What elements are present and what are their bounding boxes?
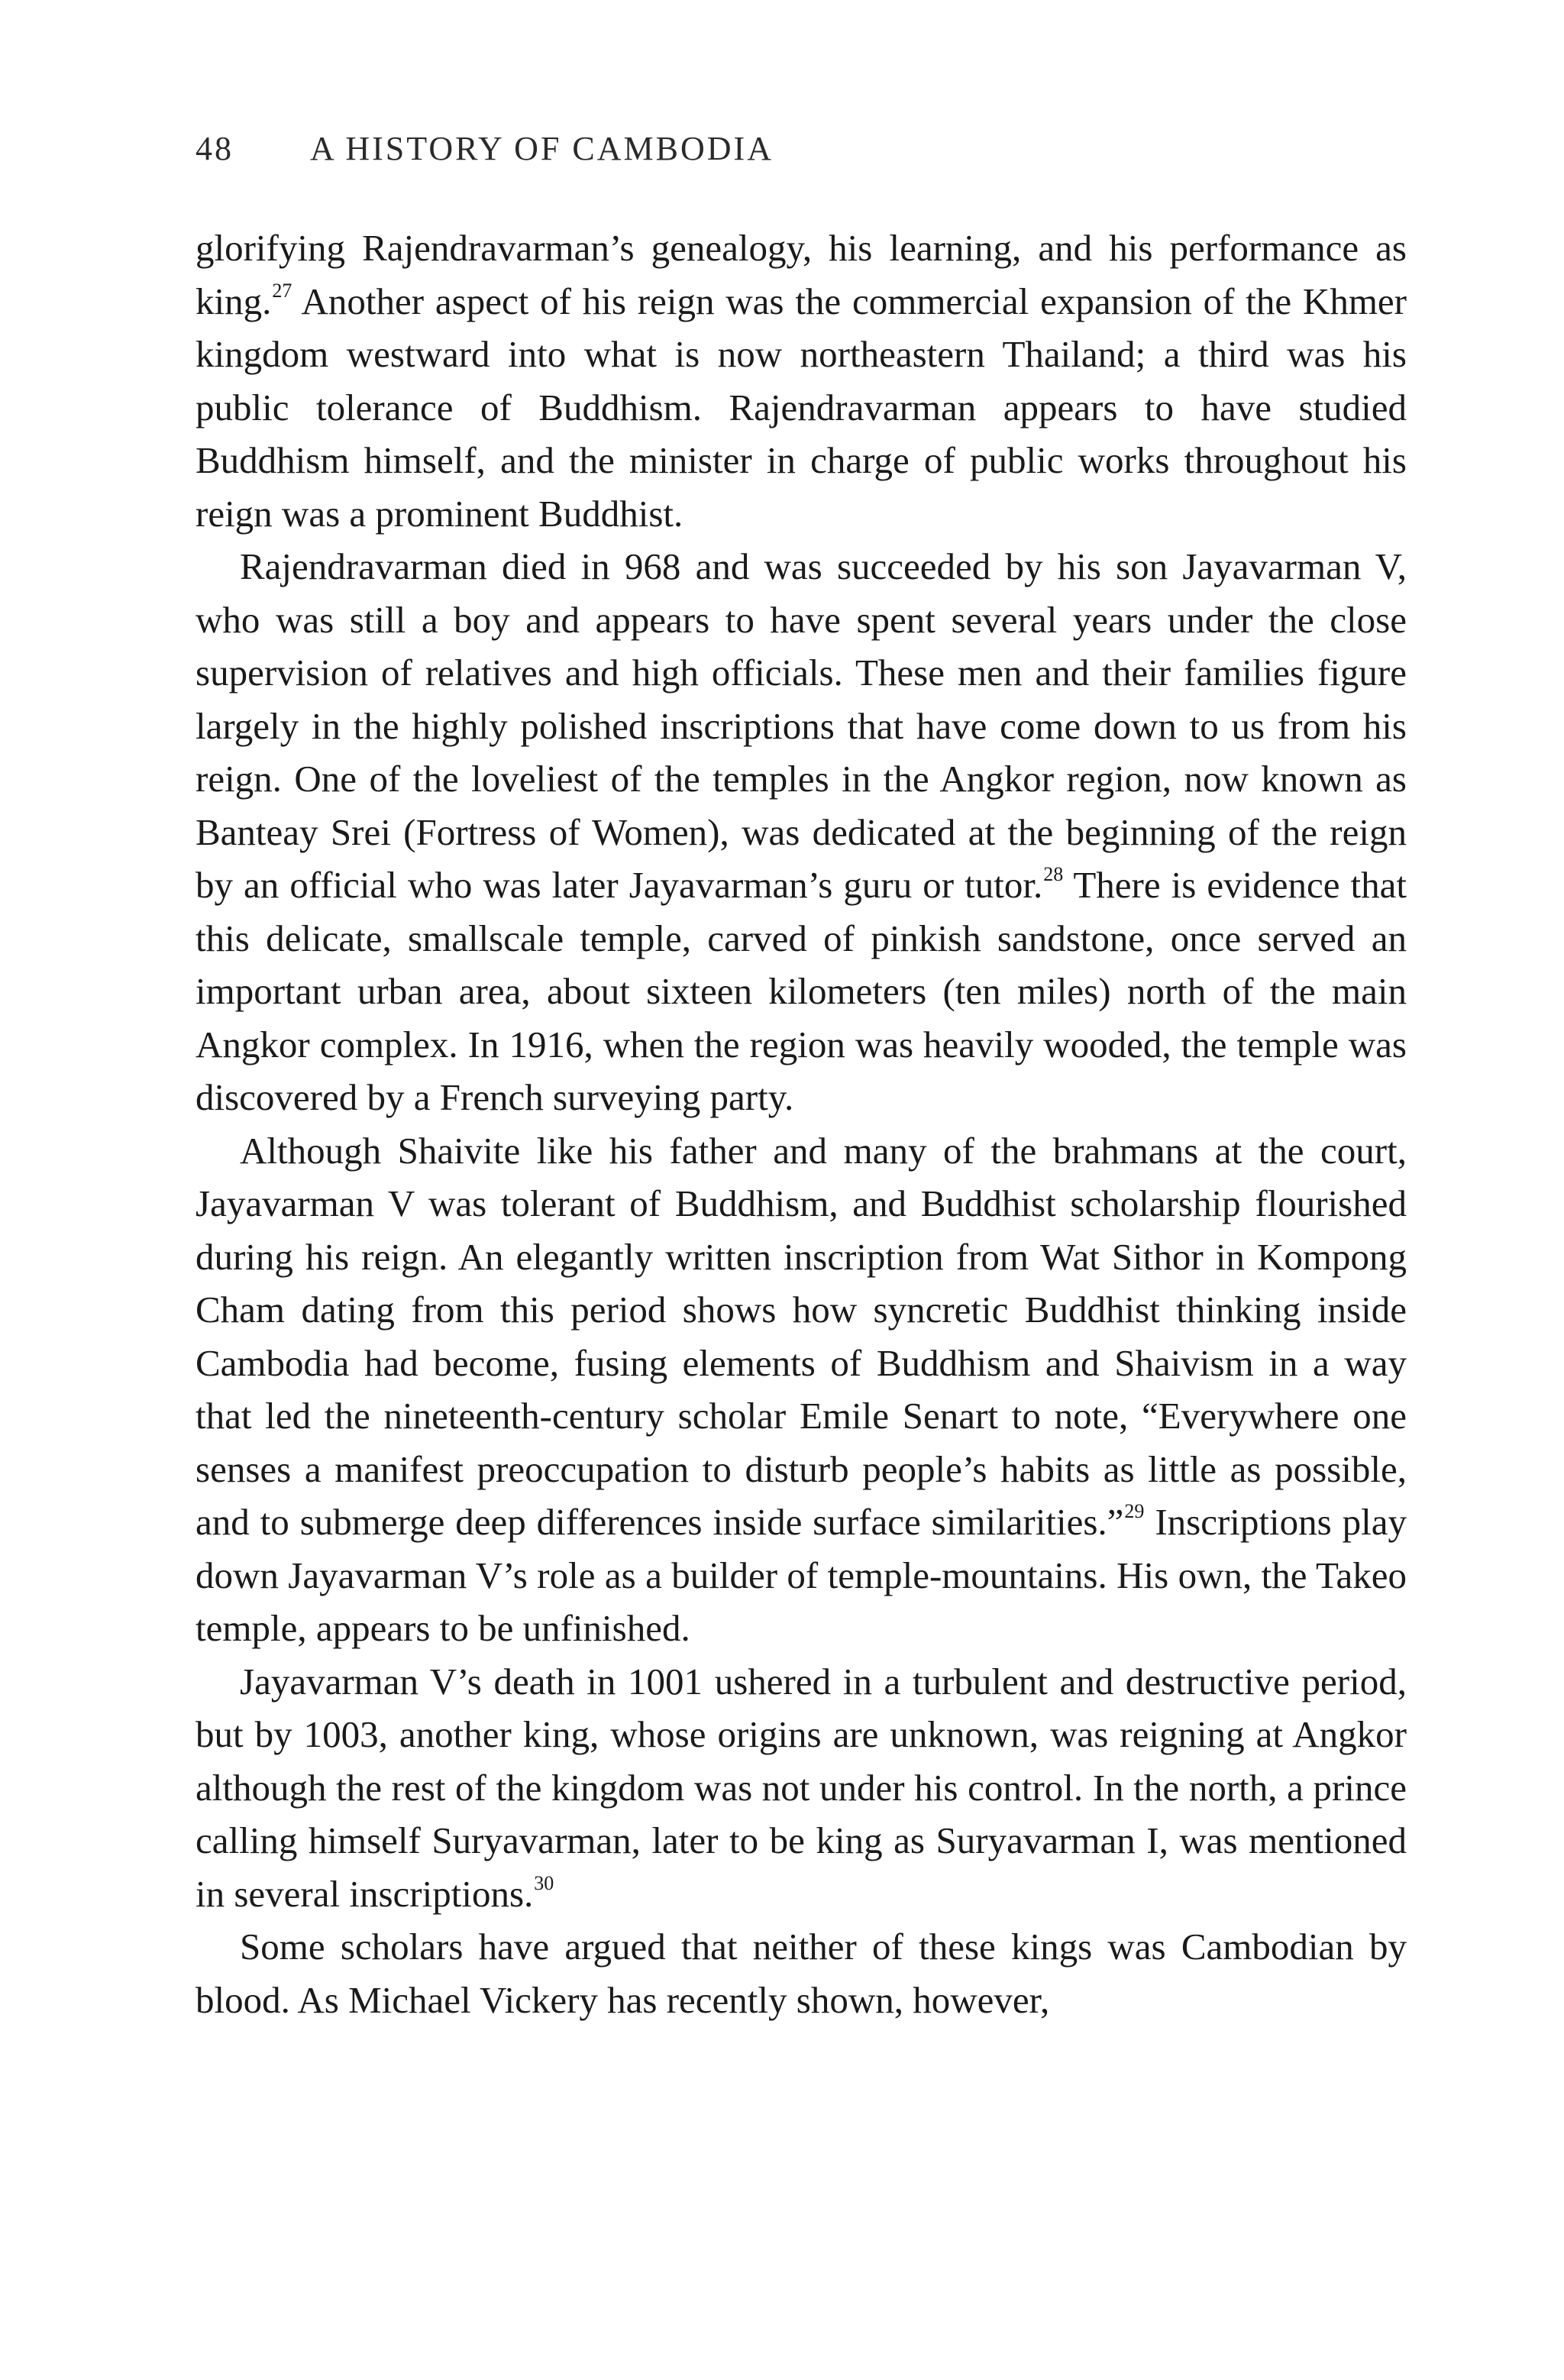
footnote-ref[interactable]: 27 [272, 279, 292, 302]
paragraph [196, 540, 1407, 1124]
paragraph-text: Inscriptions play down Jayavarman V’s role as a builder of temple-mountains. His own, the Takeo temple, appears to be unfinished. [196, 1501, 1407, 1649]
paragraph-text: Rajendravarman died in 968 and was succeeded by his son Jayavarman V, who was still a boy and appears to have spent several years under the close supervision of relatives and high officials. These men and their families figure largely in the highly polished inscriptions that have come down to us from his reign. One of the loveliest of the temples in the Angkor region, now known as Banteay Srei (Fortress of Women), was dedicated at the beginning of the reign by an official who was later Jayavarman’s guru or tutor. [196, 545, 1407, 906]
book-page [196, 122, 1407, 2026]
paragraph-text: Although Shaivite like his father and many of the brahmans at the court, Jayavarman V was tolerant of Buddhism, and Buddhist scholarship flourished during his reign. An elegantly written inscription from Wat Sithor in Kompong Cham dating from this period shows how syncretic Buddhist thinking inside Cambodia had become, fusing elements of Buddhism and Shaivism in a way that led the nineteenth-century scholar Emile Senart to note, “Everywhere one senses a manifest preoccupation to disturb people’s habits as little as possible, and to submerge deep differences inside surface similarities.” [196, 1129, 1407, 1543]
page-number: 48 [196, 130, 234, 167]
paragraph [196, 1920, 1407, 2026]
paragraph-text: Some scholars have argued that neither of these kings was Cambodian by blood. As Michael Vickery has recently shown, however, [196, 1926, 1407, 2021]
paragraph-text: glorifying Rajendravarman’s genealogy, his learning, and his performance as king. [196, 227, 1407, 322]
footnote-ref[interactable]: 28 [1043, 863, 1064, 885]
paragraph [196, 222, 1407, 540]
paragraph-text: Jayavarman V’s death in 1001 ushered in a turbulent and destructive period, but by 1003, another king, whose origins are unknown, was reigning at Angkor although the rest of the kingdom was not under his control. In the north, a prince calling himself Suryavarman, later to be king as Suryavarman I, was mentioned in several inscriptions. [196, 1660, 1407, 1915]
book-title: A HISTORY OF CAMBODIA [310, 130, 774, 167]
running-head [196, 122, 1407, 176]
body-text [196, 222, 1407, 2026]
paragraph-text: There is evidence that this delicate, smallscale temple, carved of pinkish sandstone, once served an important urban area, about sixteen kilometers (ten miles) north of the main Angkor complex. In 1916, when the region was heavily wooded, the temple was discovered by a French surveying party. [196, 864, 1407, 1118]
paragraph [196, 1124, 1407, 1655]
footnote-ref[interactable]: 29 [1124, 1500, 1145, 1522]
paragraph-text: Another aspect of his reign was the commercial expansion of the Khmer kingdom westward into what is now northeastern Thailand; a third was his public tolerance of Buddhism. Rajendravarman appears to have studied Buddhism himself, and the minister in charge of public works throughout his reign was a prominent Buddhist. [196, 280, 1407, 535]
footnote-ref[interactable]: 30 [534, 1871, 554, 1894]
paragraph [196, 1655, 1407, 1921]
